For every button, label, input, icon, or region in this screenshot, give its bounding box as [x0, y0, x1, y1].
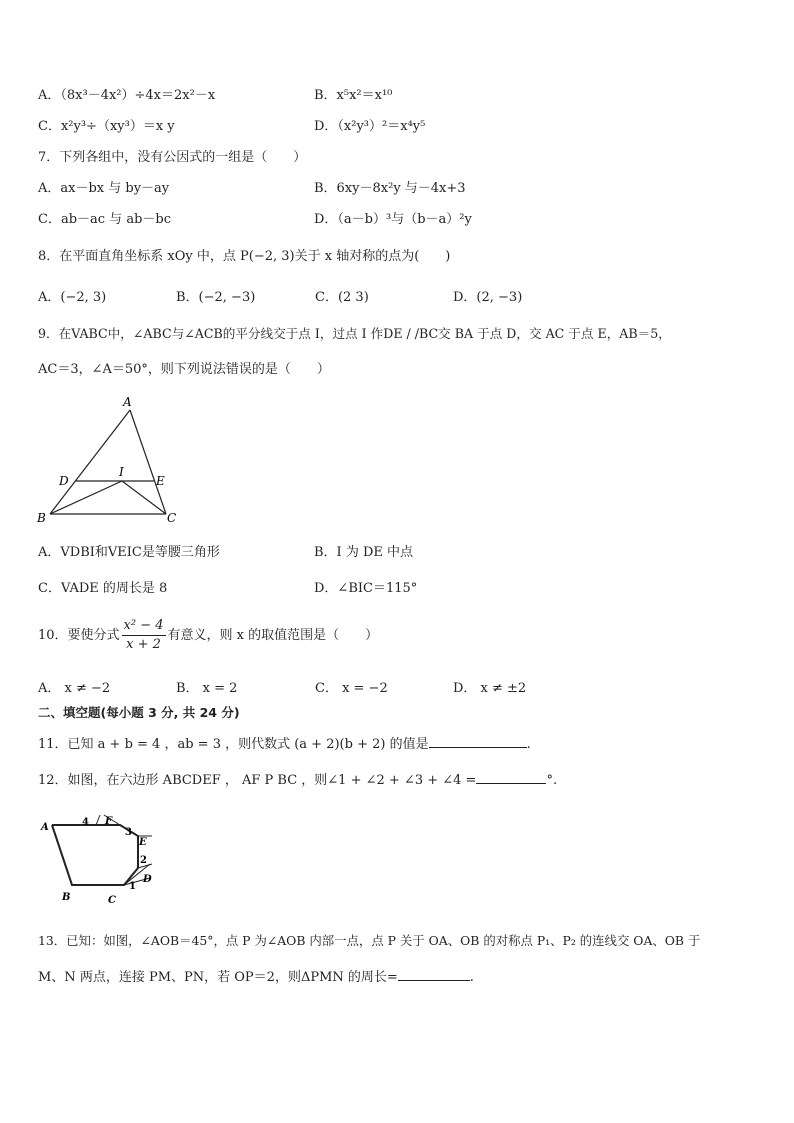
q10-stem-post: 有意义，则 x 的取值范围是（ ） [167, 628, 379, 643]
q8-option-a: A．(−2, 3) [38, 290, 107, 305]
q9-label-a: A [123, 395, 132, 409]
q9-stem-line1: 9．在VABC中，∠ABC与∠ACB的平分线交于点 I，过点 I 作DE / /BC交 BA 于点 D，交 AC 于点 E，AB＝5， [38, 326, 671, 341]
q10-option-a: A． x ≠ −2 [38, 681, 111, 696]
q12-angle-1: 1 [129, 881, 136, 892]
q12-answer-blank[interactable] [476, 769, 546, 784]
q12-hexagon-figure [38, 812, 168, 908]
q12-label-d: D [143, 874, 152, 885]
q8-stem: 8．在平面直角坐标系 xOy 中，点 P(−2, 3)关于 x 轴对称的点为( ) [38, 249, 451, 264]
q8-option-c: C．(2 3) [315, 290, 369, 305]
q9-option-c: C．VADE 的周长是 8 [38, 581, 168, 596]
q11-stem [38, 733, 531, 752]
q11-answer-blank[interactable] [429, 733, 527, 748]
q10-stem [38, 617, 378, 654]
q9-triangle-figure [34, 392, 184, 526]
q12-stem-text: 12．如图，在六边形 ABCDEF ， AF P BC ，则∠1 + ∠2 + ∠3 + ∠4 = [38, 773, 477, 788]
q12-stem [38, 769, 557, 788]
q10-fraction [122, 617, 166, 654]
q13-stem-text: M、N 两点，连接 PM、PN，若 OP＝2，则ΔPMN 的周长= [38, 970, 398, 985]
q9-option-b: B．I 为 DE 中点 [314, 545, 413, 560]
q6-option-c: C．x²y³÷（xy³）＝x y [38, 119, 175, 134]
q7-option-c: C．ab－ac 与 ab－bc [38, 212, 171, 227]
q12-stem-tail: °. [546, 773, 558, 788]
q13-stem-tail: . [469, 970, 474, 985]
q9-label-i: I [119, 465, 124, 479]
q9-label-b: B [37, 511, 46, 525]
q7-stem: 7．下列各组中，没有公因式的一组是（ ） [38, 150, 307, 165]
q12-label-e: E [139, 837, 147, 848]
q10-option-b: B． x = 2 [176, 681, 238, 696]
q7-option-d: D．（a－b）³与（b－a）²y [314, 212, 472, 227]
q8-option-d: D．(2, −3) [453, 290, 523, 305]
q7-option-b: B．6xy－8x²y 与－4x+3 [314, 181, 466, 196]
q12-label-b: B [62, 892, 71, 903]
q10-fraction-denominator: x + 2 [126, 637, 161, 652]
q13-stem-line2 [38, 966, 474, 985]
q11-stem-text: 11．已知 a + b = 4 ，ab = 3 ，则代数式 (a + 2)(b + 2) 的值是 [38, 737, 429, 752]
q9-label-d: D [59, 474, 69, 488]
q9-option-a: A．VDBI和VEIC是等腰三角形 [38, 545, 220, 560]
q12-label-f: F [105, 816, 113, 827]
q12-angle-2: 2 [140, 855, 147, 866]
q10-option-d: D． x ≠ ±2 [453, 681, 527, 696]
q12-angle-3: 3 [125, 827, 132, 838]
q9-stem-line2: AC＝3，∠A＝50°，则下列说法错误的是（ ） [38, 362, 330, 377]
section-2-heading: 二、填空题(每小题 3 分, 共 24 分) [38, 705, 240, 720]
q10-fraction-numerator: x² − 4 [122, 617, 166, 636]
q6-option-a: A．（8x³－4x²）÷4x＝2x²－x [38, 88, 216, 103]
q6-option-b: B．x⁵x²＝x¹⁰ [314, 88, 393, 103]
q6-option-d: D．（x²y³）²＝x⁴y⁵ [314, 119, 426, 134]
q13-stem-line1: 13．已知：如图，∠AOB＝45°，点 P 为∠AOB 内部一点，点 P 关于 OA、OB 的对称点 P₁、P₂ 的连线交 OA、OB 于 [38, 933, 701, 948]
q12-label-c: C [108, 895, 116, 906]
q10-option-c: C． x = −2 [315, 681, 388, 696]
q13-answer-blank[interactable] [398, 966, 470, 981]
q8-option-b: B．(−2, −3) [176, 290, 256, 305]
q10-stem-pre: 10．要使分式 [38, 628, 120, 643]
q9-label-c: C [167, 511, 177, 525]
q12-label-a: A [41, 822, 49, 833]
q9-label-e: E [156, 474, 165, 488]
q11-stem-tail: . [526, 737, 531, 752]
q7-option-a: A．ax－bx 与 by－ay [38, 181, 170, 196]
q9-option-d: D．∠BIC＝115° [314, 581, 418, 596]
q12-angle-4: 4 [82, 817, 89, 828]
